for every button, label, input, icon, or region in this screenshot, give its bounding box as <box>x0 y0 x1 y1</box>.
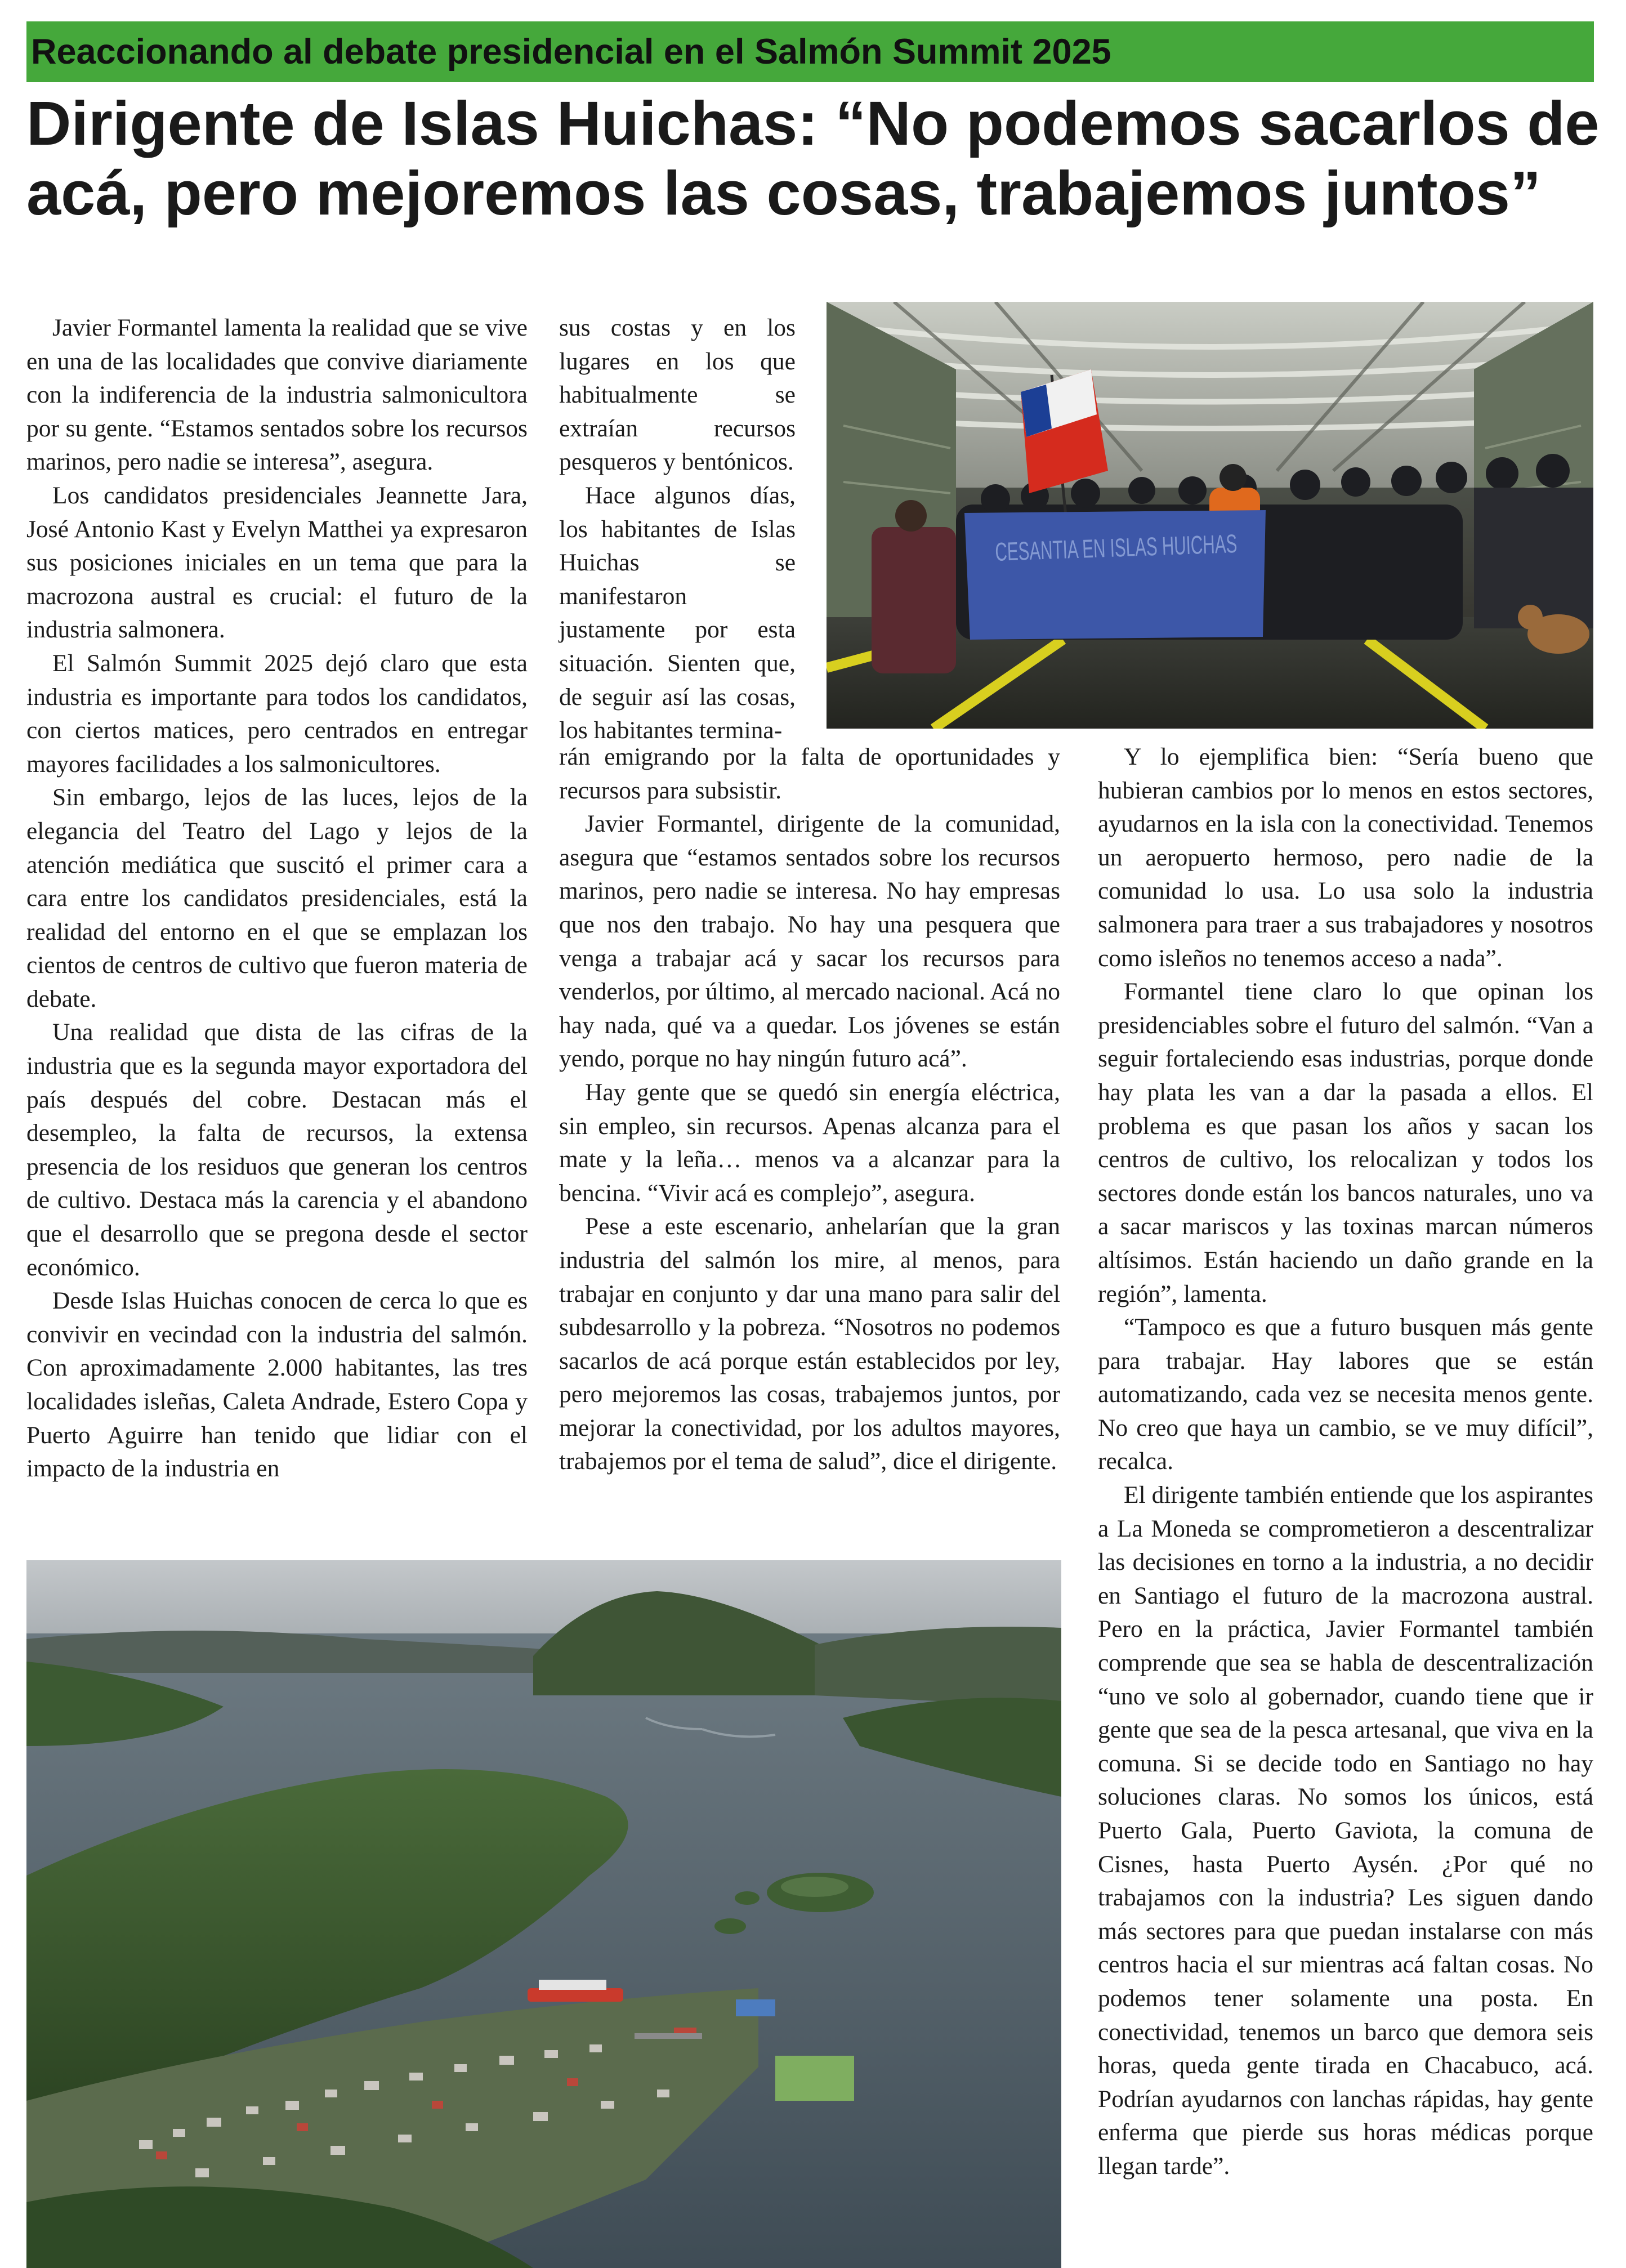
section-kicker: Reaccionando al debate presidencial en el Salmón Summit 2025 <box>26 21 1594 82</box>
paragraph: Y lo ejemplifica bien: “Sería bueno que hubieran cambios por lo menos en estos sectores, ayudarnos en la isla con la conectividad. Tenemos un aeropuerto hermoso, pero nadie de la comunidad lo usa. Lo usa solo la industria salmonera para traer a sus trabajadores y nosotros como isleños no tenemos acceso a nada”. <box>1098 743 1593 972</box>
article-column-2-bottom <box>559 740 1060 1479</box>
article-column-3 <box>1098 740 1593 2184</box>
paragraph: Formantel tiene claro lo que opinan los presidenciables sobre el futuro del salmón. “Van a seguir fortaleciendo esas industrias, porque donde hay plata les van a dar la pasada a ellos. El problema es que pasan los años y sacan los centros de cultivo, los relocalizan y todos los sectores donde están los bancos naturales, uno va a sacar mariscos y las toxinas marcan números altísimos. Están haciendo un daño grande en la región”, lamenta. <box>1098 978 1593 1307</box>
paragraph: El dirigente también entiende que los aspirantes a La Moneda se comprometieron a descentralizar las decisiones en torno a la industria, a no decidir en Santiago el futuro de la macrozona austral. Pero en la práctica, Javier Formantel también comprende que sea se habla de descentralización “uno ve solo al gobernador, cuando tiene que ir gente que sea de la pesca artesanal, que viva en la comuna. Si se decide todo en Santiago no hay soluciones claras. No somos los únicos, está Puerto Gala, Puerto Gaviota, la comuna de Cisnes, hasta Puerto Aysén. ¿Por qué no trabajamos con la industria? Les siguen dando más sectores para que puedan instalarse con más centros hacia el sur mientras acá faltan cosas. No podemos tener solamente una posta. En conectividad, tenemos un barco que demora seis horas, queda gente tirada en Chacabuco, acá. Podrían ayudarnos con lanchas rápidas, hay gente enferma que pierde sus horas médicas porque llegan tarde”. <box>1098 1481 1593 2180</box>
aerial-island-photo <box>26 1560 1061 2268</box>
paragraph-continuation: rán emigrando por la falta de oportunidades y recursos para subsistir. <box>559 743 1060 804</box>
paragraph: Hace algunos días, los habitantes de Islas Huichas se manifestaron justamente por esta situación. Sienten que, de seguir así las cosas, los habitantes termina- <box>559 481 796 744</box>
article-headline: Dirigente de Islas Huichas: “No podemos sacarlos de acá, pero mejoremos las cosas, trabajemos juntos” <box>26 89 1600 228</box>
paragraph: Desde Islas Huichas conocen de cerca lo que es convivir en vecindad con la industria del salmón. Con aproximadamente 2.000 habitantes, las tres localidades isleñas, Caleta Andrade, Estero Copa y Puerto Aguirre han tenido que lidiar con el impacto de la industria en <box>26 1287 528 1483</box>
paragraph: Sin embargo, lejos de las luces, lejos de la elegancia del Teatro del Lago y lejos de la atención mediática que suscitó el primer cara a cara entre los candidatos presidenciales, está la realidad del entorno en el que se emplazan los cientos de centros de cultivo que fueron materia de debate. <box>26 784 528 1012</box>
paragraph: Hay gente que se quedó sin energía eléctrica, sin empleo, sin recursos. Apenas alcanza para el mate y la leña… menos va a alcanzar para la bencina. “Vivir acá es complejo”, asegura. <box>559 1078 1060 1207</box>
paragraph: Javier Formantel lamenta la realidad que se vive en una de las localidades que convive diariamente con la indiferencia de la industria salmonicultora por su gente. “Estamos sentados sobre los recursos marinos, pero nadie se interesa”, asegura. <box>26 314 528 476</box>
paragraph: Los candidatos presidenciales Jeannette Jara, José Antonio Kast y Evelyn Matthei ya expresaron sus posiciones iniciales en un tema que para la macrozona austral es crucial: el futuro de la industria salmonera. <box>26 481 528 644</box>
paragraph: El Salmón Summit 2025 dejó claro que esta industria es importante para todos los candidatos, con ciertos matices, pero centrados en entregar mayores facilidades a los salmonicultores. <box>26 649 528 778</box>
paragraph: “Tampoco es que a futuro busquen más gente para trabajar. Hay labores que se están automatizando, cada vez se necesita menos gente. No creo que haya un cambio, se ve muy difícil”, recalca. <box>1098 1314 1593 1475</box>
paragraph-continuation: sus costas y en los lugares en los que habitualmente se extraían recursos pesqueros y bentónicos. <box>559 314 796 476</box>
paragraph: Pese a este escenario, anhelarían que la gran industria del salmón los mire, al menos, para trabajar en conjunto y dar una mano para salir del subdesarrollo y la pobreza. “Nosotros no podemos sacarlos de acá porque están establecidos por ley, pero mejoremos las cosas, trabajemos juntos, por mejorar la conectividad, por los adultos mayores, trabajemos por el tema de salud”, dice el dirigente. <box>559 1213 1060 1475</box>
article-column-2-top <box>559 311 796 748</box>
paragraph: Javier Formantel, dirigente de la comunidad, asegura que “estamos sentados sobre los recursos marinos, pero nadie se interesa. No hay empresas que nos den trabajo. No hay una pesquera que venga a trabajar acá y sacar los recursos para venderlos, por último, al mercado nacional. Acá no hay nada, qué va a quedar. Los jóvenes se están yendo, porque no hay ningún futuro acá”. <box>559 810 1060 1073</box>
paragraph: Una realidad que dista de las cifras de la industria que es la segunda mayor exportadora del país después del cobre. Destacan más el desempleo, la falta de recursos, la extensa presencia de los residuos que generan los centros de cultivo. Destaca más la carencia y el abandono que el desarrollo que se pregona desde el sector económico. <box>26 1019 528 1281</box>
protest-banner-text: CESANTIA EN ISLAS HUICHAS <box>994 524 1372 566</box>
article-column-1 <box>26 311 528 1486</box>
ferry-protest-photo <box>827 302 1593 729</box>
